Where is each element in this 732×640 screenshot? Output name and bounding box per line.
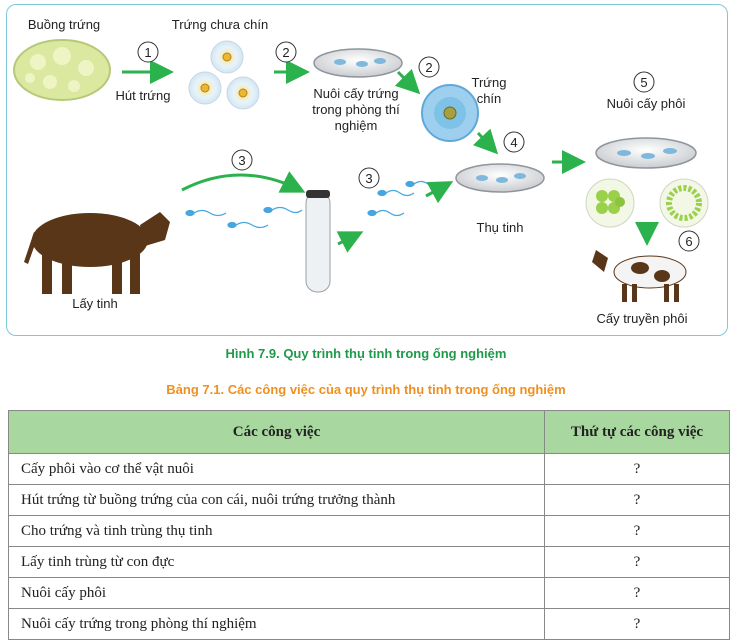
table-row — [9, 454, 730, 485]
step-number: 1 — [144, 45, 152, 60]
order-cell: ? — [545, 547, 730, 578]
label-embryo-culture: Nuôi cấy phôi — [606, 96, 686, 111]
ovary-illustration — [14, 40, 110, 100]
label-fertilization: Thụ tinh — [476, 220, 524, 235]
table-header-row — [9, 411, 730, 454]
label-immature-eggs: Trứng chưa chín — [171, 17, 269, 32]
cow-illustration — [592, 250, 686, 302]
order-cell: ? — [545, 454, 730, 485]
task-cell: Hút trứng từ buồng trứng của con cái, nuôi trứng trưởng thành — [9, 485, 545, 516]
step-number: 3 — [365, 171, 373, 186]
task-cell: Nuôi cấy trứng trong phòng thí nghiệm — [9, 609, 545, 640]
step-number: 2 — [282, 45, 290, 60]
label-sperm-collection: Lấy tinh — [72, 296, 118, 311]
table-caption: Bảng 7.1. Các công việc của quy trình thụ tinh trong ống nghiệm — [166, 382, 566, 397]
label-embryo-transfer: Cấy truyền phôi — [596, 311, 688, 326]
task-cell: Nuôi cấy phôi — [9, 578, 545, 609]
step-number: 2 — [425, 60, 433, 75]
task-cell: Lấy tinh trùng từ con đực — [9, 547, 545, 578]
task-cell: Cho trứng và tinh trùng thụ tinh — [9, 516, 545, 547]
table-row — [9, 516, 730, 547]
label-lab-culture: Nuôi cấy trứng trong phòng thí nghiệm — [312, 86, 400, 133]
step-number: 6 — [685, 234, 693, 249]
step-number: 3 — [238, 153, 246, 168]
table-row — [9, 547, 730, 578]
tasks-table — [8, 410, 730, 640]
column-header-order: Thứ tự các công việc — [545, 411, 730, 454]
label-mature-egg: Trứng chín — [471, 75, 507, 106]
bull-illustration — [24, 212, 170, 294]
order-cell: ? — [545, 578, 730, 609]
culture-dish-1 — [314, 49, 402, 77]
label-ovary: Buồng trứng — [27, 17, 101, 32]
figure-caption: Hình 7.9. Quy trình thụ tinh trong ống nghiệm — [225, 346, 507, 361]
embryo-culture-dish — [596, 138, 696, 168]
order-cell: ? — [545, 516, 730, 547]
order-cell: ? — [545, 609, 730, 640]
fertilization-dish — [456, 164, 544, 192]
test-tube-illustration — [306, 190, 330, 292]
embryo-illustrations — [586, 179, 708, 227]
column-header-tasks: Các công việc — [9, 411, 545, 454]
label-egg-collection: Hút trứng — [115, 88, 171, 103]
table-row — [9, 609, 730, 640]
immature-eggs-illustration — [189, 41, 259, 109]
step-number: 5 — [640, 75, 648, 90]
table-row — [9, 485, 730, 516]
order-cell: ? — [545, 485, 730, 516]
step-number: 4 — [510, 135, 518, 150]
table-row — [9, 578, 730, 609]
task-cell: Cấy phôi vào cơ thể vật nuôi — [9, 454, 545, 485]
